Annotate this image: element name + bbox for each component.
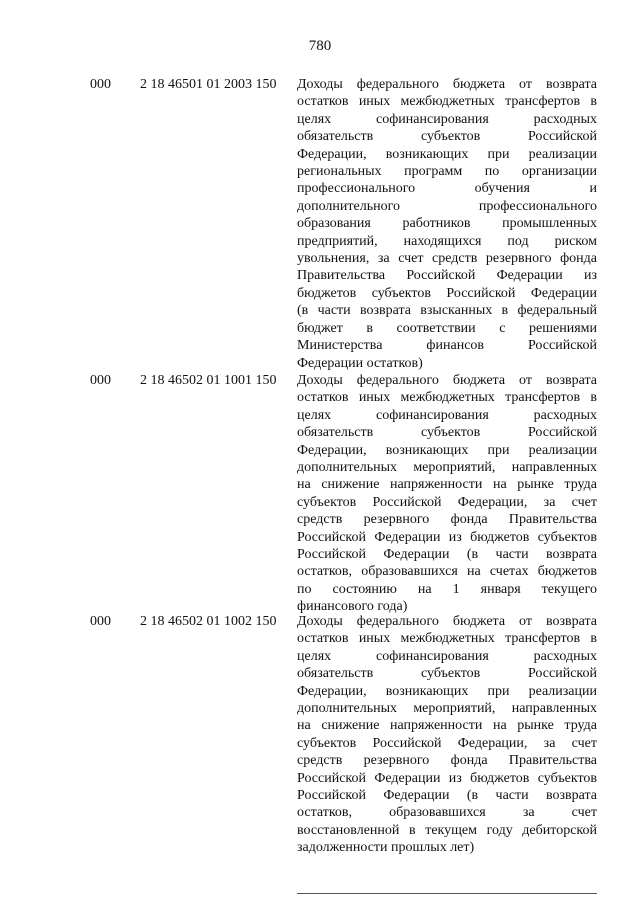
description-line: целях софинансирования расходных bbox=[297, 407, 597, 423]
description-line: дополнительных мероприятий, направленных bbox=[297, 460, 597, 476]
description-line: обязательств субъектов Российской bbox=[297, 129, 597, 145]
description-line: Доходы федерального бюджета от возврата bbox=[297, 77, 597, 92]
description-line: Российской Федерации из бюджетов субъектов bbox=[297, 770, 597, 786]
description-line: задолженности прошлых лет) bbox=[297, 840, 475, 856]
description-line: целях софинансирования расходных bbox=[297, 111, 597, 127]
description-line: Федерации, возникающих при реализации bbox=[297, 442, 597, 458]
page-number: 780 bbox=[308, 38, 332, 54]
description-line: финансового года) bbox=[297, 599, 408, 615]
administrator-code: 000 bbox=[90, 77, 111, 92]
description-line: остатков иных межбюджетных трансфертов в bbox=[297, 631, 597, 647]
description-line: профессионального обучения и bbox=[297, 181, 597, 197]
description-line: дополнительного профессионального bbox=[297, 198, 597, 214]
description-line: бюджетов субъектов Российской Федерации bbox=[297, 285, 597, 301]
description-line: остатков иных межбюджетных трансфертов в bbox=[297, 94, 597, 110]
description-line: Федерации, возникающих при реализации bbox=[297, 146, 597, 162]
description-line: предприятий, находящихся под риском bbox=[297, 233, 597, 249]
administrator-code: 000 bbox=[90, 614, 111, 629]
description-line: на снижение напряженности на рынке труда bbox=[297, 718, 597, 734]
budget-classification-code: 2 18 46502 01 1002 150 bbox=[140, 614, 277, 629]
description-line: Доходы федерального бюджета от возврата bbox=[297, 373, 597, 388]
description-line: увольнения, за счет средств резервного фонда bbox=[297, 251, 597, 267]
description-line: на снижение напряженности на рынке труда bbox=[297, 477, 597, 493]
budget-classification-code: 2 18 46502 01 1001 150 bbox=[140, 373, 277, 388]
description-line: субъектов Российской Федерации, за счет bbox=[297, 735, 597, 751]
description-line: (в части возврата взысканных в федеральный bbox=[297, 303, 597, 319]
description-line: обязательств субъектов Российской bbox=[297, 425, 597, 441]
administrator-code: 000 bbox=[90, 373, 111, 388]
description-line: Российской Федерации (в части возврата bbox=[297, 547, 597, 563]
description-line: субъектов Российской Федерации, за счет bbox=[297, 494, 597, 510]
description-line: Министерства финансов Российской bbox=[297, 338, 597, 354]
budget-classification-code: 2 18 46501 01 2003 150 bbox=[140, 77, 277, 92]
description-line: целях софинансирования расходных bbox=[297, 648, 597, 664]
income-description bbox=[297, 613, 597, 857]
description-line: Доходы федерального бюджета от возврата bbox=[297, 614, 597, 629]
description-line: остатков, образовавшихся за счет bbox=[297, 805, 597, 821]
description-line: региональных программ по организации bbox=[297, 164, 597, 180]
description-line: образования работников промышленных bbox=[297, 216, 597, 232]
description-line: бюджет в соответствии с решениями bbox=[297, 320, 597, 336]
description-line: по состоянию на 1 января текущего bbox=[297, 581, 597, 597]
description-line: дополнительных мероприятий, направленных bbox=[297, 701, 597, 717]
description-line: Федерации, возникающих при реализации bbox=[297, 683, 597, 699]
description-line: остатков, образовавшихся на счетах бюджетов bbox=[297, 564, 597, 580]
income-description bbox=[297, 372, 597, 616]
description-line: Российской Федерации (в части возврата bbox=[297, 788, 597, 804]
description-line: средств резервного фонда Правительства bbox=[297, 512, 597, 528]
description-line: восстановленной в текущем году дебиторской bbox=[297, 822, 597, 838]
description-line: Федерации остатков) bbox=[297, 355, 423, 371]
description-line: средств резервного фонда Правительства bbox=[297, 753, 597, 769]
income-description bbox=[297, 76, 597, 372]
description-line: Российской Федерации из бюджетов субъектов bbox=[297, 529, 597, 545]
description-line: обязательств субъектов Российской bbox=[297, 666, 597, 682]
description-line: остатков иных межбюджетных трансфертов в bbox=[297, 390, 597, 406]
bottom-divider bbox=[297, 893, 597, 894]
description-line: Правительства Российской Федерации из bbox=[297, 268, 597, 284]
